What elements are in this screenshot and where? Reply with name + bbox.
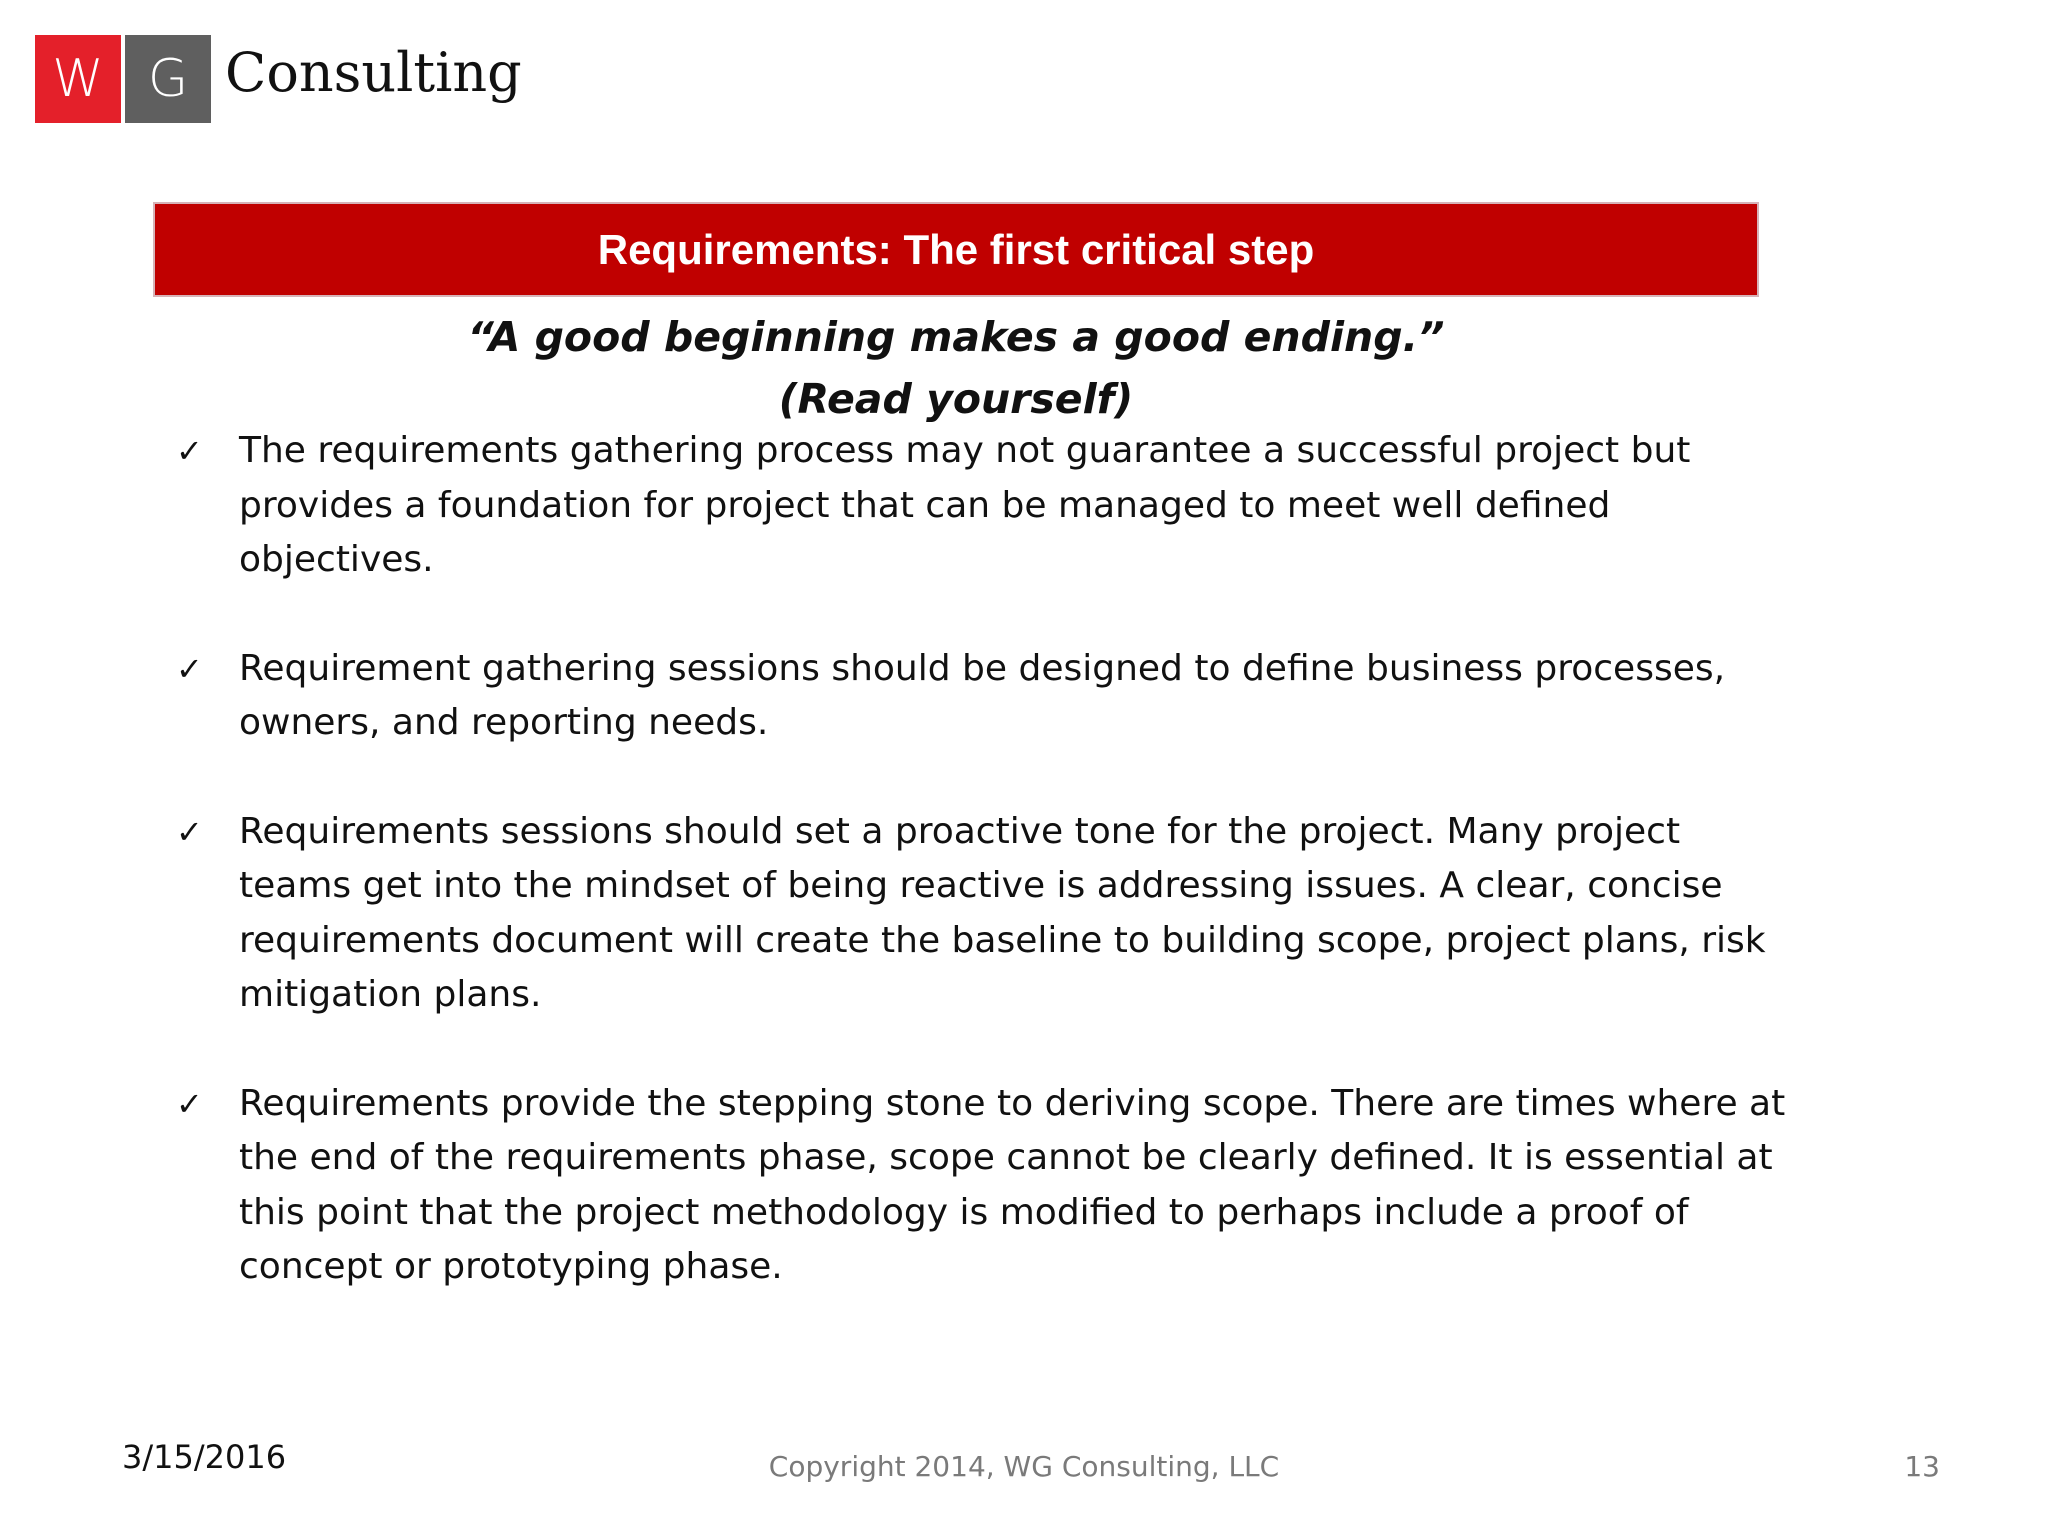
check-mark-icon: ✓ [176, 649, 203, 688]
check-mark-icon: ✓ [176, 432, 203, 470]
quote-block [153, 306, 1759, 430]
quote-attribution: (Read yourself) [778, 375, 1134, 423]
list-item [176, 642, 1796, 751]
footer-date: 3/15/2016 [122, 1438, 287, 1476]
bullet-text: Requirement gathering sessions should be designed to define business processes, owners, and reporting needs. [239, 647, 1726, 743]
quote-text: “A good beginning makes a good ending.” [467, 313, 1445, 361]
bullet-text: The requirements gathering process may not guarantee a successful project but provides a foundation for project that can be managed to meet well defined objectives. [239, 430, 1691, 580]
list-item [176, 805, 1796, 1023]
bullet-list [176, 424, 1796, 1349]
company-logo [35, 35, 522, 123]
slide-title: Requirements: The first critical step [597, 225, 1315, 273]
list-item [176, 424, 1796, 588]
page-number: 13 [1904, 1450, 1940, 1483]
logo-w-box: W [35, 35, 121, 123]
logo-g-box: G [125, 35, 211, 123]
footer-copyright: Copyright 2014, WG Consulting, LLC [768, 1450, 1280, 1483]
slide-title-bar [153, 202, 1759, 297]
check-mark-icon: ✓ [176, 1084, 203, 1123]
bullet-text: Requirements sessions should set a proactive tone for the project. Many project teams get into the mindset of being reactive is addressing issues. A clear, concise requirements document will create the baseline to building scope, project plans, risk mitigation plans. [239, 810, 1766, 1015]
list-item [176, 1077, 1796, 1295]
bullet-text: Requirements provide the stepping stone to deriving scope. There are times where at the end of the requirements phase, scope cannot be clearly defined. It is essential at this point that the project methodology is modified to perhaps include a proof of concept or prototyping phase. [239, 1082, 1786, 1287]
check-mark-icon: ✓ [176, 812, 203, 851]
logo-wordmark: Consulting [225, 41, 522, 104]
